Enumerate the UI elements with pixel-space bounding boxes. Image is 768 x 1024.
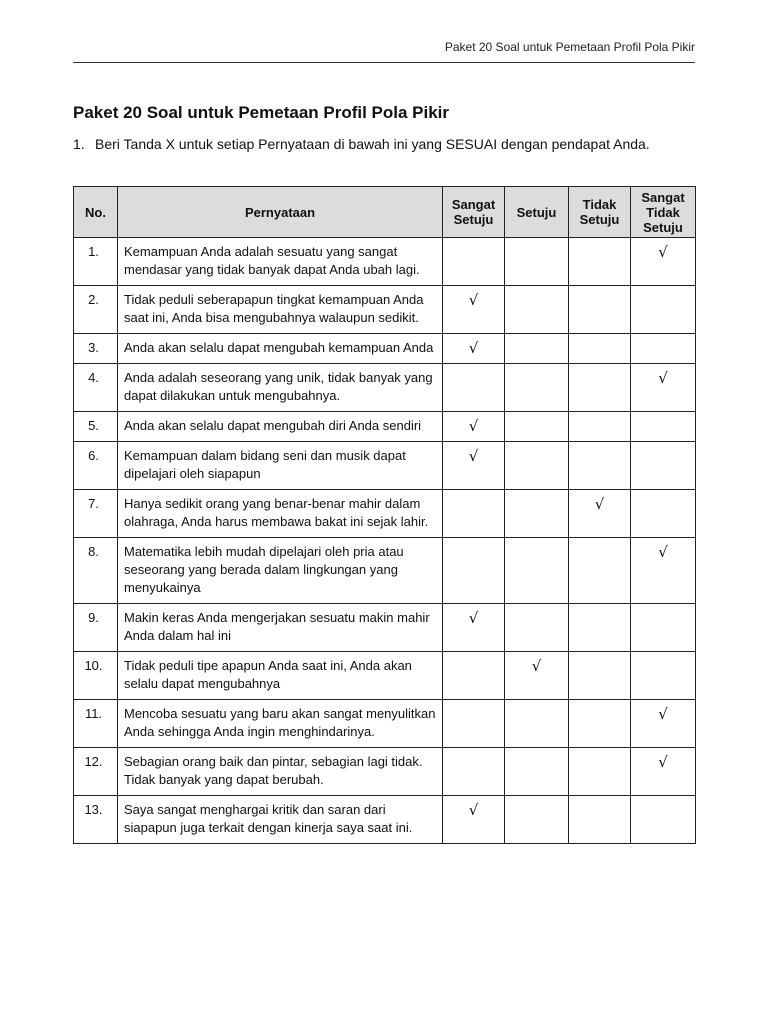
row-statement: Hanya sedikit orang yang benar-benar mahir dalam olahraga, Anda harus membawa bakat ini sejak lahir. (118, 490, 443, 538)
answer-cell-tidak-setuju (569, 490, 631, 538)
questionnaire-table (73, 186, 696, 844)
check-mark: √ (658, 543, 668, 561)
answer-cell-setuju (505, 364, 569, 412)
answer-cell-sangat-tidak-setuju (631, 538, 696, 604)
answer-cell-tidak-setuju (569, 652, 631, 700)
table-row (74, 604, 696, 652)
answer-cell-setuju (505, 286, 569, 334)
table-row (74, 538, 696, 604)
answer-cell-setuju (505, 442, 569, 490)
table-row (74, 700, 696, 748)
answer-cell-sangat-tidak-setuju (631, 442, 696, 490)
answer-cell-sangat-tidak-setuju (631, 604, 696, 652)
answer-cell-setuju (505, 604, 569, 652)
answer-cell-sangat-setuju (443, 286, 505, 334)
row-number: 5. (74, 412, 118, 442)
answer-cell-tidak-setuju (569, 364, 631, 412)
row-number: 2. (74, 286, 118, 334)
table-header-row (74, 187, 696, 238)
row-number: 7. (74, 490, 118, 538)
check-mark: √ (594, 495, 605, 513)
answer-cell-setuju (505, 748, 569, 796)
table-row (74, 490, 696, 538)
answer-cell-sangat-setuju (443, 652, 505, 700)
table-row (74, 412, 696, 442)
answer-cell-sangat-tidak-setuju (631, 796, 696, 844)
row-statement: Sebagian orang baik dan pintar, sebagian lagi tidak. Tidak banyak yang dapat berubah. (118, 748, 443, 796)
table-row (74, 286, 696, 334)
header-setuju: Setuju (505, 187, 569, 238)
row-number: 6. (74, 442, 118, 490)
answer-cell-sangat-tidak-setuju (631, 238, 696, 286)
answer-cell-tidak-setuju (569, 238, 631, 286)
row-statement: Kemampuan Anda adalah sesuatu yang sangat mendasar yang tidak banyak dapat Anda ubah lagi. (118, 238, 443, 286)
answer-cell-setuju (505, 700, 569, 748)
answer-cell-tidak-setuju (569, 748, 631, 796)
table-row (74, 442, 696, 490)
table-row (74, 238, 696, 286)
answer-cell-sangat-setuju (443, 796, 505, 844)
answer-cell-tidak-setuju (569, 604, 631, 652)
row-statement: Makin keras Anda mengerjakan sesuatu makin mahir Anda dalam hal ini (118, 604, 443, 652)
header-no: No. (74, 187, 118, 238)
answer-cell-tidak-setuju (569, 286, 631, 334)
answer-cell-sangat-tidak-setuju (631, 364, 696, 412)
row-number: 13. (74, 796, 118, 844)
answer-cell-sangat-setuju (443, 604, 505, 652)
header-sangat-setuju: Sangat Setuju (443, 187, 505, 238)
answer-cell-tidak-setuju (569, 412, 631, 442)
answer-cell-setuju (505, 412, 569, 442)
row-number: 3. (74, 334, 118, 364)
answer-cell-sangat-setuju (443, 748, 505, 796)
answer-cell-sangat-setuju (443, 490, 505, 538)
row-statement: Anda akan selalu dapat mengubah kemampuan Anda (118, 334, 443, 364)
answer-cell-sangat-tidak-setuju (631, 748, 696, 796)
header-divider (73, 62, 695, 63)
row-statement: Tidak peduli seberapapun tingkat kemampuan Anda saat ini, Anda bisa mengubahnya walaupun sedikit. (118, 286, 443, 334)
row-number: 1. (74, 238, 118, 286)
answer-cell-sangat-setuju (443, 442, 505, 490)
check-mark: √ (658, 705, 668, 723)
table-row (74, 364, 696, 412)
answer-cell-tidak-setuju (569, 796, 631, 844)
table-row (74, 748, 696, 796)
row-statement: Anda adalah seseorang yang unik, tidak banyak yang dapat dilakukan untuk mengubahnya. (118, 364, 443, 412)
answer-cell-sangat-setuju (443, 700, 505, 748)
answer-cell-setuju (505, 334, 569, 364)
table-body (74, 238, 696, 844)
answer-cell-sangat-setuju (443, 334, 505, 364)
document-title: Paket 20 Soal untuk Pemetaan Profil Pola Pikir (73, 103, 450, 122)
row-statement: Kemampuan dalam bidang seni dan musik dapat dipelajari oleh siapapun (118, 442, 443, 490)
answer-cell-sangat-tidak-setuju (631, 700, 696, 748)
answer-cell-tidak-setuju (569, 442, 631, 490)
answer-cell-setuju (505, 796, 569, 844)
instruction-number: 1. (73, 136, 85, 152)
answer-cell-sangat-tidak-setuju (631, 412, 696, 442)
instruction-text: Beri Tanda X untuk setiap Pernyataan di bawah ini yang SESUAI dengan pendapat Anda. (95, 136, 650, 152)
row-statement: Matematika lebih mudah dipelajari oleh pria atau seseorang yang berada dalam lingkungan yang menyukainya (118, 538, 443, 604)
answer-cell-setuju (505, 538, 569, 604)
table-row (74, 334, 696, 364)
check-mark: √ (468, 417, 479, 435)
table-row (74, 796, 696, 844)
row-statement: Saya sangat menghargai kritik dan saran dari siapapun juga terkait dengan kinerja saya saat ini. (118, 796, 443, 844)
answer-cell-tidak-setuju (569, 538, 631, 604)
answer-cell-sangat-setuju (443, 238, 505, 286)
check-mark: √ (658, 369, 668, 387)
check-mark: √ (468, 609, 479, 627)
check-mark: √ (658, 753, 668, 771)
answer-cell-sangat-tidak-setuju (631, 490, 696, 538)
running-header: Paket 20 Soal untuk Pemetaan Profil Pola Pikir (444, 40, 695, 54)
answer-cell-sangat-setuju (443, 412, 505, 442)
table-row (74, 652, 696, 700)
answer-cell-setuju (505, 652, 569, 700)
row-statement: Mencoba sesuatu yang baru akan sangat menyulitkan Anda sehingga Anda ingin menghindarinya. (118, 700, 443, 748)
row-number: 10. (74, 652, 118, 700)
answer-cell-sangat-tidak-setuju (631, 652, 696, 700)
answer-cell-setuju (505, 490, 569, 538)
answer-cell-sangat-tidak-setuju (631, 334, 696, 364)
row-statement: Tidak peduli tipe apapun Anda saat ini, Anda akan selalu dapat mengubahnya (118, 652, 443, 700)
answer-cell-setuju (505, 238, 569, 286)
check-mark: √ (531, 657, 542, 675)
check-mark: √ (468, 339, 479, 357)
row-number: 11. (74, 700, 118, 748)
row-statement: Anda akan selalu dapat mengubah diri Anda sendiri (118, 412, 443, 442)
row-number: 12. (74, 748, 118, 796)
header-tidak-setuju: Tidak Setuju (569, 187, 631, 238)
row-number: 8. (74, 538, 118, 604)
header-statement: Pernyataan (118, 187, 443, 238)
answer-cell-sangat-setuju (443, 364, 505, 412)
check-mark: √ (658, 243, 668, 261)
check-mark: √ (468, 447, 479, 465)
check-mark: √ (468, 801, 479, 819)
header-sangat-tidak-setuju: Sangat Tidak Setuju (631, 187, 696, 238)
check-mark: √ (468, 291, 479, 309)
row-number: 9. (74, 604, 118, 652)
answer-cell-tidak-setuju (569, 334, 631, 364)
answer-cell-tidak-setuju (569, 700, 631, 748)
row-number: 4. (74, 364, 118, 412)
answer-cell-sangat-setuju (443, 538, 505, 604)
instruction (73, 134, 695, 155)
answer-cell-sangat-tidak-setuju (631, 286, 696, 334)
